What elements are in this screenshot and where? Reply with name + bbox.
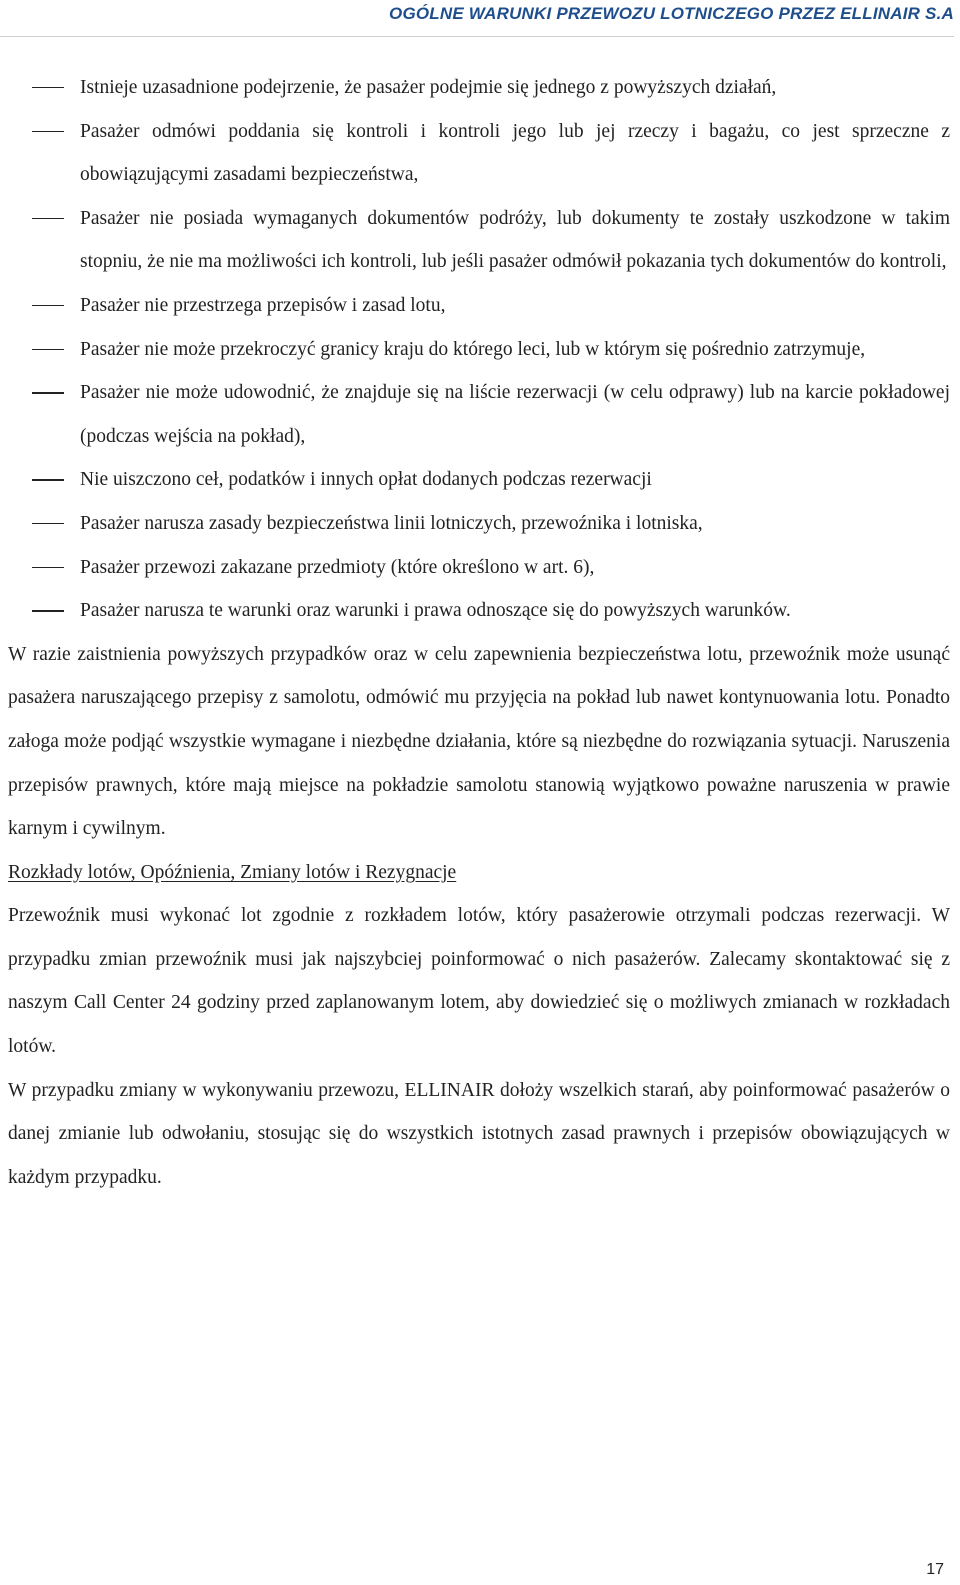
list-item: Pasażer przewozi zakazane przedmioty (które określono w art. 6),: [8, 546, 950, 590]
document-body: [8, 66, 950, 1199]
condition-list: [8, 66, 950, 633]
dash-bullet-icon: [32, 305, 64, 306]
dash-bullet-icon: [32, 567, 64, 568]
dash-bullet-icon: [32, 392, 64, 393]
paragraph-safety: W razie zaistnienia powyższych przypadków oraz w celu zapewnienia bezpieczeństwa lotu, przewoźnik może usunąć pasażera naruszającego przepisy z samolotu, odmówić mu przyjęcia na pokład lub nawet kontynuowania lotu. Ponadto załoga może podjąć wszystkie wymagane i niezbędne działania, które są niezbędne do rozwiązania sytuacji. Naruszenia przepisów prawnych, które mają miejsce na pokładzie samolotu stanowią wyjątkowo poważne naruszenia w prawie karnym i cywilnym.: [8, 643, 950, 840]
list-item: Istnieje uzasadnione podejrzenie, że pasażer podejmie się jednego z powyższych działań,: [8, 66, 950, 110]
paragraph-changes: W przypadku zmiany w wykonywaniu przewozu, ELLINAIR dołoży wszelkich starań, aby poinformować pasażerów o danej zmianie lub odwołaniu, stosując się do wszystkich istotnych zasad prawnych i przepisów obowiązujących w każdym przypadku.: [8, 1079, 950, 1188]
list-item: Pasażer nie przestrzega przepisów i zasad lotu,: [8, 284, 950, 328]
paragraph-schedule: Przewoźnik musi wykonać lot zgodnie z rozkładem lotów, który pasażerowie otrzymali podczas rezerwacji. W przypadku zmian przewoźnik musi jak najszybciej poinformować o nich pasażerów. Zalecamy skontaktować się z naszym Call Center 24 godziny przed zaplanowanym lotem, aby dowiedzieć się o możliwych zmianach w rozkładach lotów.: [8, 905, 950, 1058]
dash-bullet-icon: [32, 610, 64, 611]
list-item: Pasażer narusza zasady bezpieczeństwa linii lotniczych, przewoźnika i lotniska,: [8, 502, 950, 546]
list-item: Pasażer narusza te warunki oraz warunki i prawa odnoszące się do powyższych warunków.: [8, 589, 950, 633]
dash-bullet-icon: [32, 131, 64, 132]
document-title: OGÓLNE WARUNKI PRZEWOZU LOTNICZEGO PRZEZ ELLINAIR S.A: [389, 4, 954, 23]
list-item: Pasażer nie może udowodnić, że znajduje się na liście rezerwacji (w celu odprawy) lub na karcie pokładowej (podczas wejścia na pokład),: [8, 371, 950, 458]
dash-bullet-icon: [32, 218, 64, 219]
list-item: Pasażer nie posiada wymaganych dokumentów podróży, lub dokumenty te zostały uszkodzone w takim stopniu, że nie ma możliwości ich kontroli, lub jeśli pasażer odmówił pokazania tych dokumentów do kontroli,: [8, 197, 950, 284]
page-header: [0, 0, 954, 37]
dash-bullet-icon: [32, 87, 64, 88]
dash-bullet-icon: [32, 349, 64, 350]
dash-bullet-icon: [32, 523, 64, 524]
section-heading: Rozkłady lotów, Opóźnienia, Zmiany lotów i Rezygnacje: [8, 861, 457, 883]
page-number: 17: [926, 1561, 944, 1578]
list-item: Pasażer odmówi poddania się kontroli i kontroli jego lub jej rzeczy i bagażu, co jest sprzeczne z obowiązującymi zasadami bezpieczeństwa,: [8, 110, 950, 197]
list-item: Pasażer nie może przekroczyć granicy kraju do którego leci, lub w którym się pośrednio zatrzymuje,: [8, 328, 950, 372]
dash-bullet-icon: [32, 479, 64, 480]
list-item: Nie uiszczono ceł, podatków i innych opłat dodanych podczas rezerwacji: [8, 458, 950, 502]
